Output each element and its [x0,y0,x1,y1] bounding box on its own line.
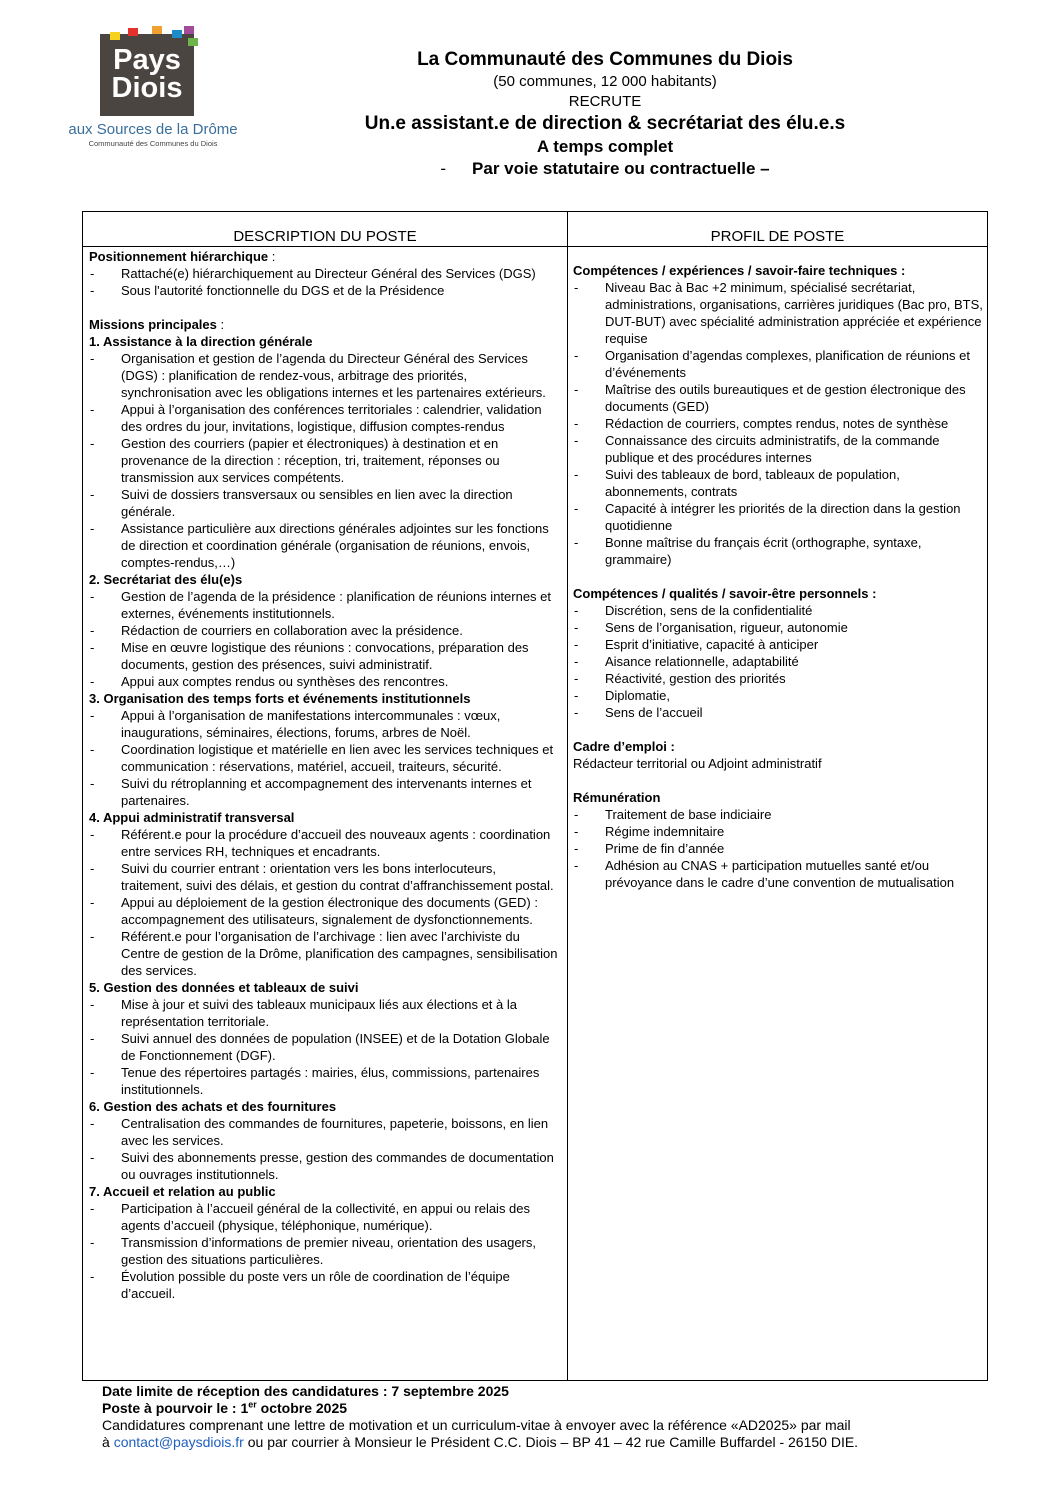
mission-item: - Suivi du rétroplanning et accompagnement des intervenants internes et partenaires. [89,775,561,809]
profile-item: - Réactivité, gestion des priorités [573,670,983,687]
logo-word-diois: Diois [111,72,183,104]
remuneration-item: - Adhésion au CNAS + participation mutuelles santé et/ou prévoyance dans le cadre d’une convention de mutualisation [573,857,983,891]
mission-item: - Référent.e pour l’organisation de l’archivage : lien avec l’archiviste du Centre de gestion de la Drôme, planification des campagnes, sensibilisation des services. [89,928,561,979]
deadline: Date limite de réception des candidatures : 7 septembre 2025 [102,1383,509,1399]
mission-item: - Évolution possible du poste vers un rôle de coordination de l’équipe d’accueil. [89,1268,561,1302]
logo-square [152,26,162,34]
header-divider [83,246,987,247]
logo-square [110,32,120,40]
mission-item: - Coordination logistique et matérielle en lien avec les services techniques et communication : réservations, matériel, accueil, traiteurs, sécurité. [89,741,561,775]
mission-section-title: 5. Gestion des données et tableaux de suivi [89,980,359,995]
profile-item: - Esprit d’initiative, capacité à anticiper [573,636,983,653]
mission-item: - Centralisation des commandes de fournitures, papeterie, boissons, en lien avec les services. [89,1115,561,1149]
org-title: La Communauté des Communes du Diois [417,49,793,70]
profile-item: - Bonne maîtrise du français écrit (orthographe, syntaxe, grammaire) [573,534,983,568]
profile-item: - Rédaction de courriers, comptes rendus, notes de synthèse [573,415,983,432]
profile-item: - Sens de l’accueil [573,704,983,721]
mission-item: - Suivi de dossiers transversaux ou sensibles en lien avec la direction générale. [89,486,561,520]
logo-tagline: aux Sources de la Drôme [68,121,238,138]
mission-item: - Appui aux comptes rendus ou synthèses des rencontres. [89,673,561,690]
mission-item: - Gestion des courriers (papier et électroniques) à destination et en provenance de la direction : réception, tri, traitement, réponses ou transmission aux services compétents. [89,435,561,486]
mission-section-title: 6. Gestion des achats et des fournitures [89,1099,337,1114]
remuneration-item: - Traitement de base indiciaire [573,806,983,823]
profile-item: - Aisance relationnelle, adaptabilité [573,653,983,670]
mission-item: - Référent.e pour la procédure d’accueil des nouveaux agents : coordination entre services RH, techniques et encadrants. [89,826,561,860]
mission-item: - Appui à l’organisation des conférences territoriales : calendrier, validation des ordres du jour, invitations, logistique, diffusion comptes-rendus [89,401,561,435]
logo-square [128,28,138,36]
header [270,48,940,180]
logo-square [172,30,182,38]
logo-word-pays: Pays [113,44,181,76]
profile-item: - Diplomatie, [573,687,983,704]
mission-item: - Rédaction de courriers en collaboration avec la présidence. [89,622,561,639]
mission-item: - Organisation et gestion de l’agenda du Directeur Général des Services (DGS) : planification de rendez-vous, arbitrage des priorités, synchronisation avec les obligations internes et les partenaires extérieurs. [89,350,561,401]
mission-section-title: 3. Organisation des temps forts et événements institutionnels [89,691,471,706]
apply-address: à contact@paysdiois.fr ou par courrier à Monsieur le Président C.C. Diois – BP 41 – 42 rue Camille Buffardel - 26150 DIE. [102,1434,859,1450]
description-column [89,248,561,1302]
profile-item: - Organisation d’agendas complexes, planification de réunions et d’événements [573,347,983,381]
post-mode [270,158,940,180]
remuneration-item: - Prime de fin d’année [573,840,983,857]
post-mode-text: Par voie statutaire ou contractuelle – [472,159,770,178]
cadre-text: Rédacteur territorial ou Adjoint administratif [573,756,822,771]
mission-item: - Appui à l’organisation de manifestations intercommunales : vœux, inaugurations, séminaires, élections, forums, arbres de Noël. [89,707,561,741]
mission-item: - Suivi du courrier entrant : orientation vers les bons interlocuteurs, traitement, suivi des délais, et gestion du contrat d’affranchissement postal. [89,860,561,894]
mission-item: - Transmission d’informations de premier niveau, orientation des usagers, gestion des situations particulières. [89,1234,561,1268]
profile-item: - Suivi des tableaux de bord, tableaux de population, abonnements, contrats [573,466,983,500]
profile-section-title: Compétences / expériences / savoir-faire techniques : [573,263,906,278]
apply-instructions: Candidatures comprenant une lettre de motivation et un curriculum-vitae à envoyer avec la référence «AD2025» par mail [102,1417,851,1433]
post-time: A temps complet [536,137,674,156]
column-divider [567,212,568,1380]
logo [68,24,248,156]
mission-item: - Assistance particulière aux directions générales adjointes sur les fonctions de direction et coordination générale (organisation de réunions, envois, comptes-rendus,…) [89,520,561,571]
mission-section-title: 2. Secrétariat des élu(e)s [89,572,243,587]
logo-square [184,26,194,34]
profile-item: - Capacité à intégrer les priorités de la direction dans la gestion quotidienne [573,500,983,534]
remuneration-heading: Rémunération [573,790,661,805]
mission-section-title: 4. Appui administratif transversal [89,810,295,825]
profile-item: - Maîtrise des outils bureautiques et de gestion électronique des documents (GED) [573,381,983,415]
logo-subtitle: Communauté des Communes du Diois [88,139,218,148]
org-stats: (50 communes, 12 000 habitants) [493,73,717,90]
mission-item: - Suivi annuel des données de population (INSEE) et de la Dotation Globale de Fonctionnement (DGF). [89,1030,561,1064]
post-mode-dash: - [440,159,447,178]
mission-item: - Mise en œuvre logistique des réunions : convocations, préparation des documents, gestion des présences, suivi administratif. [89,639,561,673]
mission-section-title: 1. Assistance à la direction générale [89,334,313,349]
profile-column [573,262,983,891]
start-date: Poste à pourvoir le : 1er octobre 2025 [102,1399,348,1416]
cadre-heading: Cadre d’emploi : [573,739,675,754]
profile-item: - Discrétion, sens de la confidentialité [573,602,983,619]
remuneration-item: - Régime indemnitaire [573,823,983,840]
description-heading: DESCRIPTION DU POSTE [233,228,417,245]
mission-item: - Mise à jour et suivi des tableaux municipaux liés aux élections et à la représentation territoriale. [89,996,561,1030]
missions-heading: Missions principales : [89,317,225,332]
job-table [82,211,988,1381]
footer [102,1383,1002,1451]
positioning-item: - Sous l'autorité fonctionnelle du DGS et de la Présidence [89,282,561,299]
mission-item: - Appui au déploiement de la gestion électronique des documents (GED) : accompagnement des utilisateurs, signalement de dysfonctionnements. [89,894,561,928]
profile-heading: PROFIL DE POSTE [710,228,845,245]
mission-item: - Suivi des abonnements presse, gestion des commandes de documentation ou ouvrages institutionnels. [89,1149,561,1183]
logo-square [188,38,198,46]
mission-section-title: 7. Accueil et relation au public [89,1184,276,1199]
positioning-item: - Rattaché(e) hiérarchiquement au Directeur Général des Services (DGS) [89,265,561,282]
email-link[interactable]: contact@paysdiois.fr [113,1434,244,1450]
profile-item: - Connaissance des circuits administratifs, de la commande publique et des procédures internes [573,432,983,466]
mission-item: - Participation à l’accueil général de la collectivité, en appui ou relais des agents d’accueil (physique, téléphonique, numérique). [89,1200,561,1234]
profile-item: - Niveau Bac à Bac +2 minimum, spécialisé secrétariat, administrations, organisations, carrières juridiques (Bac pro, BTS, DUT-BUT) avec spécialité administration appréciée et expérience requise [573,279,983,347]
recrute-label: RECRUTE [568,93,642,110]
positioning-heading: Positionnement hiérarchique : [89,249,276,264]
post-title: Un.e assistant.e de direction & secrétariat des élu.e.s [364,113,846,134]
mission-item: - Tenue des répertoires partagés : mairies, élus, commissions, partenaires institutionnels. [89,1064,561,1098]
mission-item: - Gestion de l’agenda de la présidence : planification de réunions internes et externes, événements institutionnels. [89,588,561,622]
profile-item: - Sens de l’organisation, rigueur, autonomie [573,619,983,636]
profile-section-title: Compétences / qualités / savoir-être personnels : [573,586,877,601]
